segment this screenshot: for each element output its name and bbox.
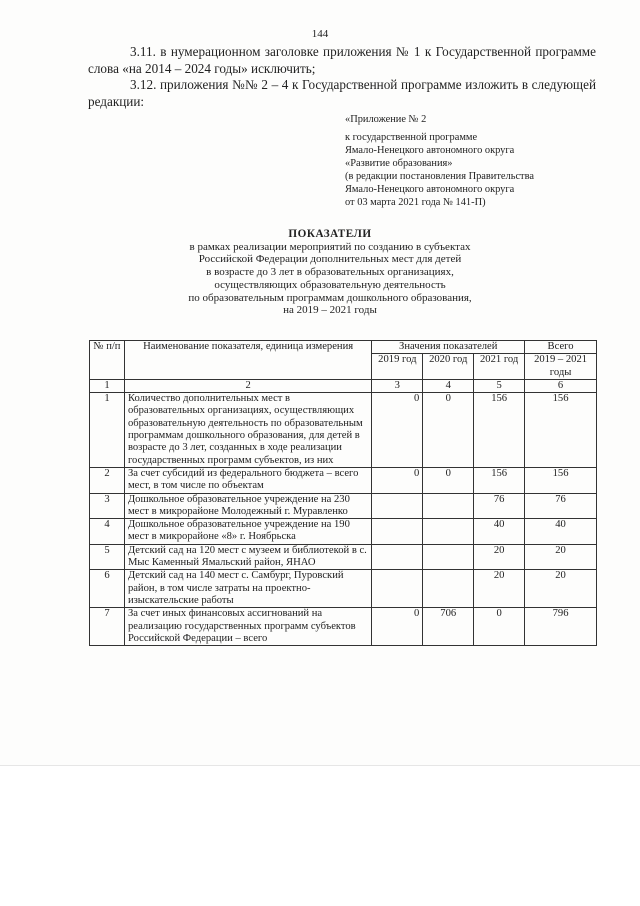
cell-total: 20 bbox=[525, 544, 597, 570]
cell-total: 20 bbox=[525, 570, 597, 608]
appendix-line: Ямало-Ненецкого автономного округа bbox=[345, 184, 515, 195]
cell-2020 bbox=[423, 544, 474, 570]
cell-2021: 156 bbox=[474, 467, 525, 493]
heading-line: Российской Федерации дополнительных мест для детей bbox=[198, 253, 462, 266]
column-number: 1 bbox=[90, 379, 125, 392]
column-number: 6 bbox=[525, 379, 597, 392]
table-heading bbox=[110, 228, 550, 317]
blank-margin bbox=[0, 765, 640, 906]
indicators-table bbox=[89, 340, 597, 646]
cell-num: 5 bbox=[90, 544, 125, 570]
appendix-reference bbox=[345, 131, 534, 209]
cell-2019 bbox=[372, 493, 423, 519]
cell-2021: 20 bbox=[474, 544, 525, 570]
table-row bbox=[90, 467, 597, 493]
cell-total: 796 bbox=[525, 608, 597, 646]
heading-line: по образовательным программам дошкольного образования, bbox=[188, 291, 472, 304]
cell-total: 40 bbox=[525, 519, 597, 545]
header-values: Значения показателей bbox=[372, 341, 525, 354]
heading-line: в рамках реализации мероприятий по созданию в субъектах bbox=[189, 240, 471, 253]
column-number: 4 bbox=[423, 379, 474, 392]
cell-name: Детский сад на 140 мест с. Самбург, Пуровский район, в том числе затраты на проектно-изыскательские работы bbox=[124, 570, 371, 608]
cell-2021: 156 bbox=[474, 393, 525, 468]
appendix-line: (в редакции постановления Правительства bbox=[345, 171, 534, 182]
cell-2021: 76 bbox=[474, 493, 525, 519]
cell-total: 156 bbox=[525, 393, 597, 468]
table-row bbox=[90, 519, 597, 545]
column-number: 2 bbox=[124, 379, 371, 392]
table-row bbox=[90, 608, 597, 646]
cell-2019: 0 bbox=[372, 393, 423, 468]
cell-name: Детский сад на 120 мест с музеем и библиотекой в с. Мыс Каменный Ямальский район, ЯНАО bbox=[124, 544, 371, 570]
table-body bbox=[90, 393, 597, 646]
cell-num: 4 bbox=[90, 519, 125, 545]
cell-2021: 0 bbox=[474, 608, 525, 646]
header-2019: 2019 год bbox=[372, 354, 423, 380]
cell-total: 156 bbox=[525, 467, 597, 493]
table-row bbox=[90, 544, 597, 570]
cell-num: 7 bbox=[90, 608, 125, 646]
cell-2020: 706 bbox=[423, 608, 474, 646]
cell-2021: 20 bbox=[474, 570, 525, 608]
table-header-row bbox=[90, 341, 597, 354]
cell-2019: 0 bbox=[372, 608, 423, 646]
column-number-row bbox=[90, 379, 597, 392]
cell-name: Количество дополнительных мест в образовательных организациях, осуществляющих образовательную деятельность по образовательным программам дошкольного образования, для детей в возрасте до 3 лет, созданных в ходе реализации государственных программ субъектов, из них bbox=[124, 393, 371, 468]
appendix-line: к государственной программе bbox=[345, 132, 478, 143]
cell-2020: 0 bbox=[423, 467, 474, 493]
heading-line: в возрасте до 3 лет в образовательных организациях, bbox=[206, 266, 454, 279]
appendix-line: «Развитие образования» bbox=[345, 158, 453, 169]
cell-2020 bbox=[423, 519, 474, 545]
cell-name: Дошкольное образовательное учреждение на 190 мест в микрорайоне «8» г. Ноябрьска bbox=[124, 519, 371, 545]
heading-line: на 2019 – 2021 годы bbox=[283, 304, 377, 317]
cell-2019 bbox=[372, 570, 423, 608]
header-total-period: 2019 – 2021 годы bbox=[525, 354, 597, 380]
header-2021: 2021 год bbox=[474, 354, 525, 380]
column-number: 3 bbox=[372, 379, 423, 392]
cell-num: 3 bbox=[90, 493, 125, 519]
header-name: Наименование показателя, единица измерения bbox=[124, 341, 371, 380]
table-row bbox=[90, 493, 597, 519]
cell-2020: 0 bbox=[423, 393, 474, 468]
header-num: № п/п bbox=[90, 341, 125, 380]
header-total: Всего bbox=[525, 341, 597, 354]
cell-2019 bbox=[372, 519, 423, 545]
cell-2019 bbox=[372, 544, 423, 570]
header-2020: 2020 год bbox=[423, 354, 474, 380]
cell-2021: 40 bbox=[474, 519, 525, 545]
cell-2020 bbox=[423, 493, 474, 519]
cell-2019: 0 bbox=[372, 467, 423, 493]
appendix-line: от 03 марта 2021 года № 141-П) bbox=[345, 197, 486, 208]
paragraph-3-11: 3.11. в нумерационном заголовке приложения № 1 к Государственной программе слова «на 2014 – 2024 годы» исключить; bbox=[88, 44, 596, 76]
table-row bbox=[90, 570, 597, 608]
cell-name: За счет иных финансовых ассигнований на реализацию государственных программ субъектов Российской Федерации – всего bbox=[124, 608, 371, 646]
cell-total: 76 bbox=[525, 493, 597, 519]
cell-2020 bbox=[423, 570, 474, 608]
appendix-title: «Приложение № 2 bbox=[345, 114, 427, 125]
cell-num: 1 bbox=[90, 393, 125, 468]
paragraph-3-12: 3.12. приложения №№ 2 – 4 к Государственной программе изложить в следующей редакции: bbox=[88, 77, 596, 109]
heading-title: ПОКАЗАТЕЛИ bbox=[288, 228, 372, 240]
cell-name: За счет субсидий из федерального бюджета – всего мест, в том числе по объектам bbox=[124, 467, 371, 493]
page-number: 144 bbox=[311, 28, 329, 40]
cell-num: 2 bbox=[90, 467, 125, 493]
heading-line: осуществляющих образовательную деятельность bbox=[214, 278, 446, 291]
appendix-line: Ямало-Ненецкого автономного округа bbox=[345, 145, 515, 156]
table-row bbox=[90, 393, 597, 468]
cell-num: 6 bbox=[90, 570, 125, 608]
cell-name: Дошкольное образовательное учреждение на 230 мест в микрорайоне Молодежный г. Муравленко bbox=[124, 493, 371, 519]
column-number: 5 bbox=[474, 379, 525, 392]
